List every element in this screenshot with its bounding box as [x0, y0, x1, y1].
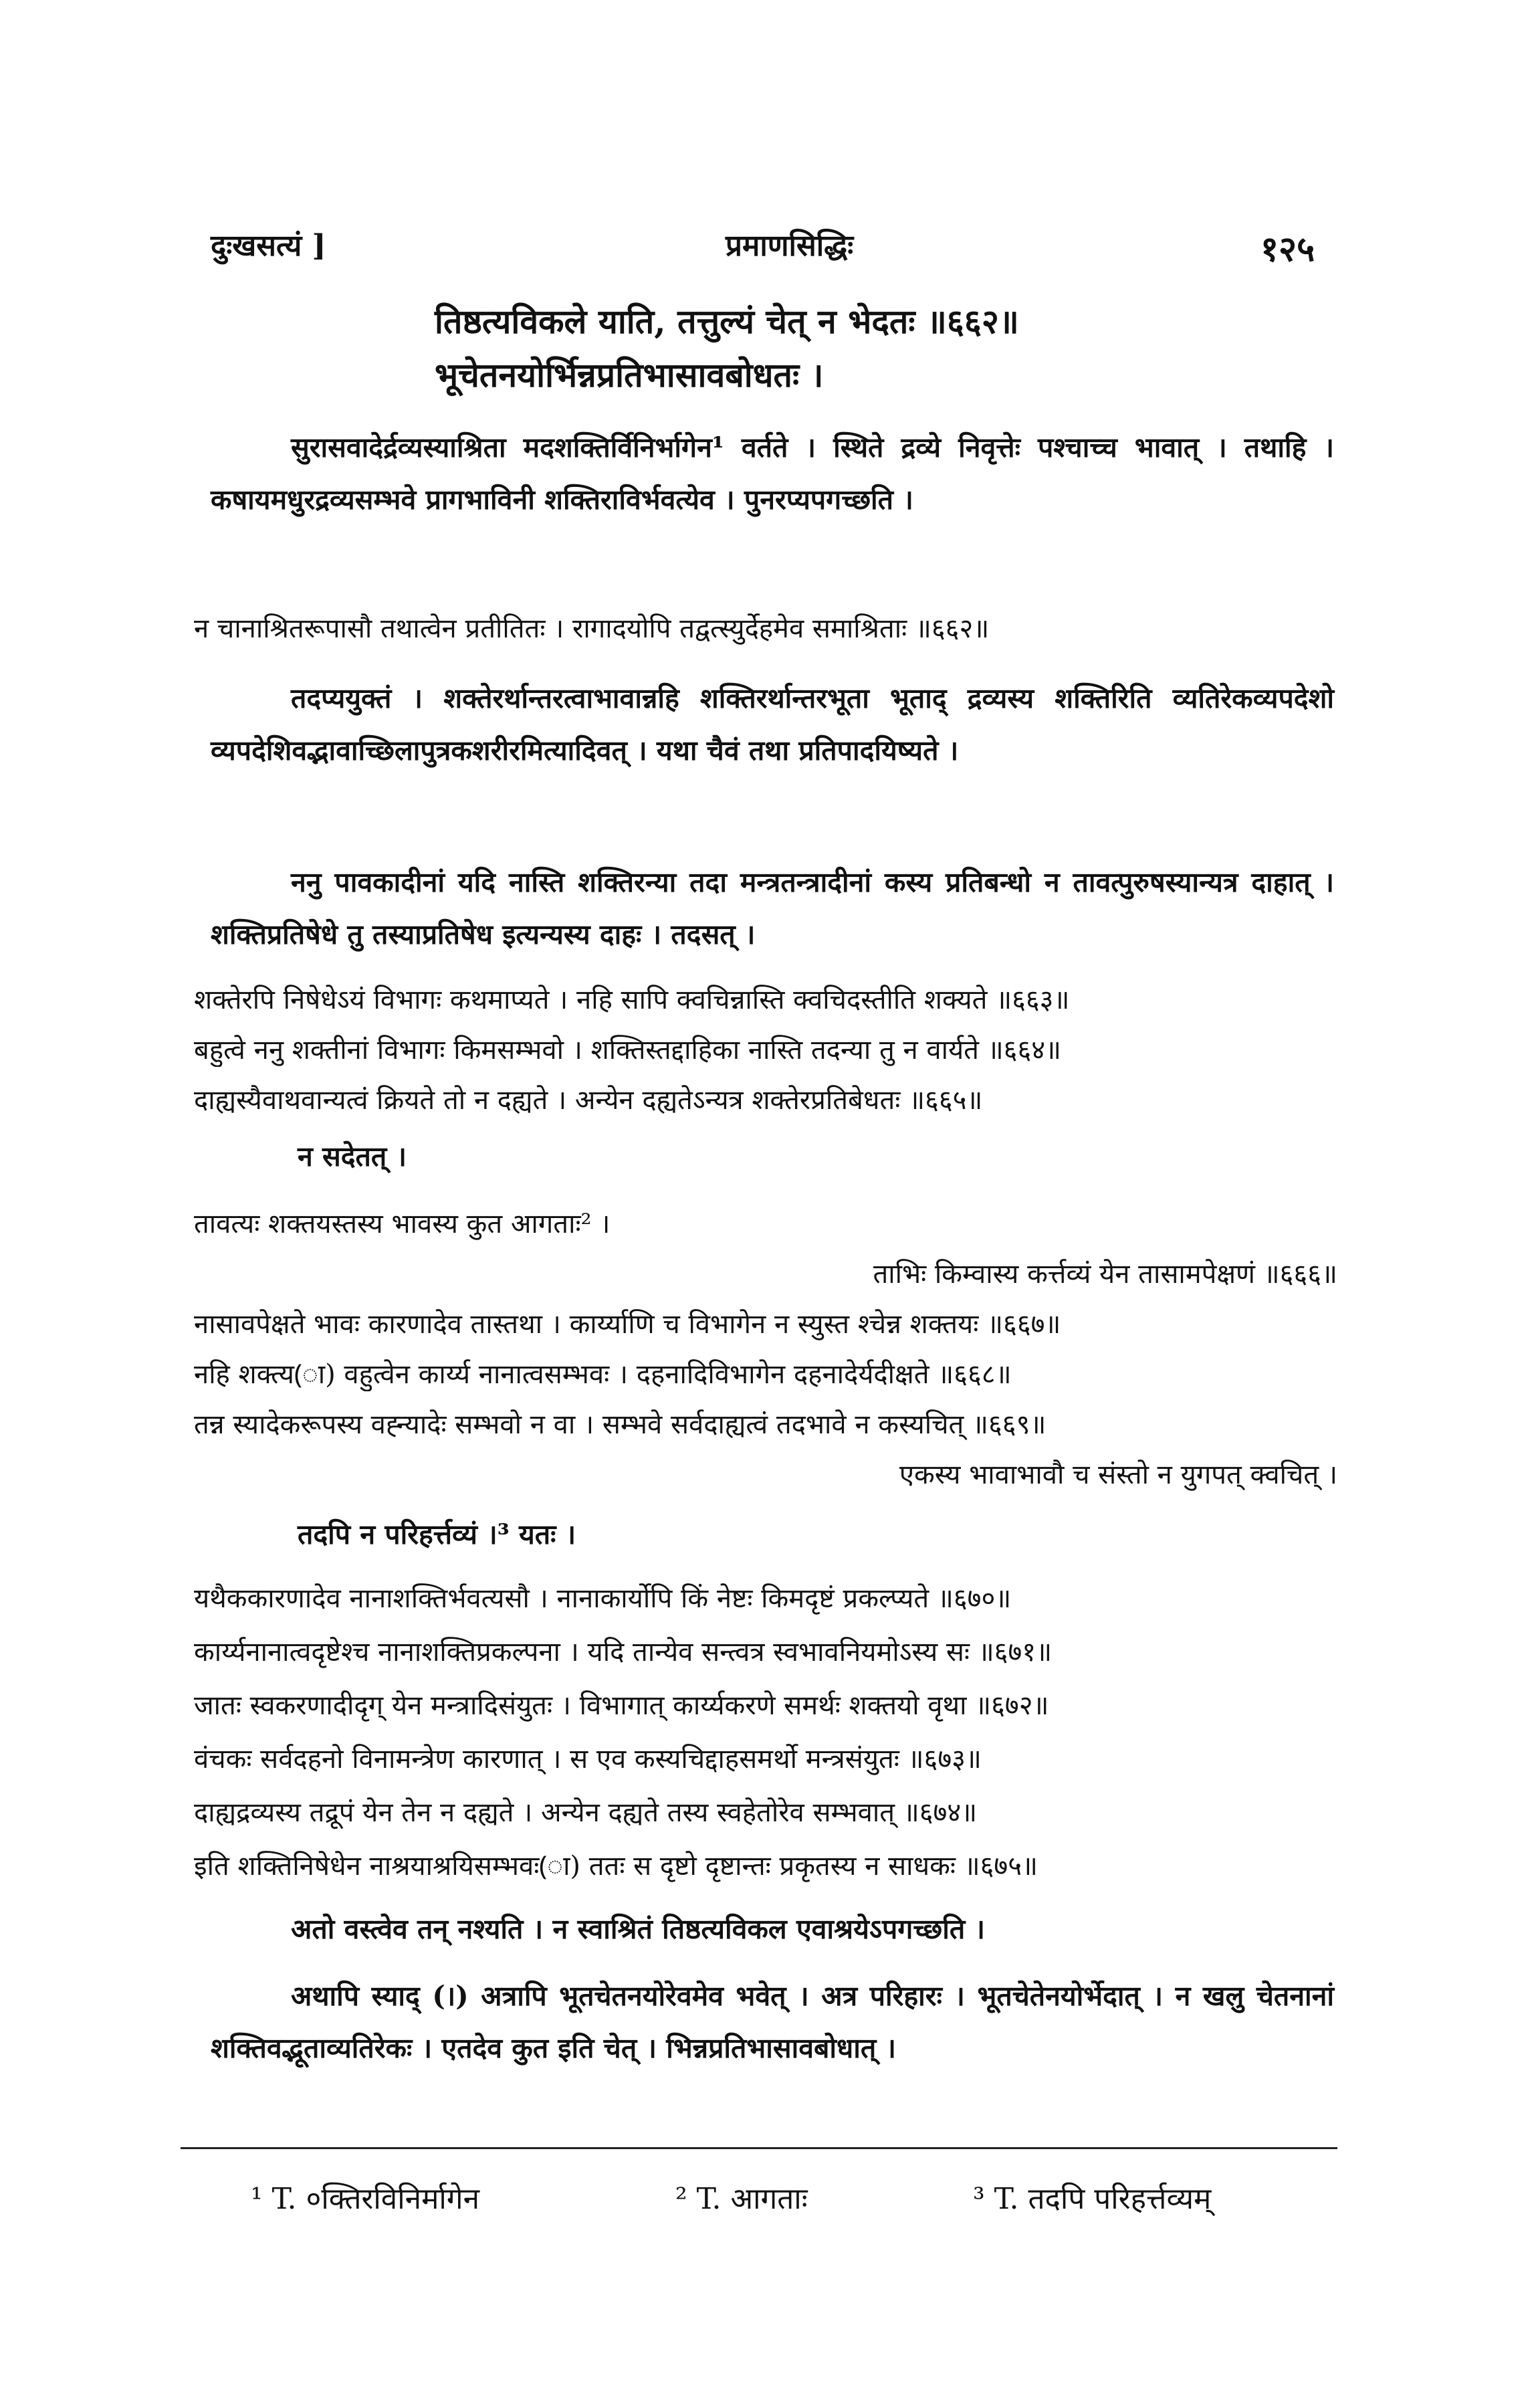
footnote: ¹ T. ०क्तिरविनिर्मागेन	[251, 2182, 479, 2216]
verse-heading-line-2: भूचेतनयोर्भिन्नप्रतिभासावबोधतः ।	[435, 355, 824, 395]
karika-verse: यथैककारणादेव नानाशक्तिर्भवत्यसौ । नानाकार्योपि किं नेष्टः किमदृष्टं प्रकल्प्यते ॥६७०॥	[194, 1583, 1012, 1614]
karika-verse: कार्य्यनानात्वदृष्टेश्च नानाशक्तिप्रकल्पना । यदि तान्येव सन्त्वत्र स्वभावनियमोऽस्य सः ॥६७१॥	[194, 1637, 1053, 1668]
page-number: १२५	[1260, 229, 1315, 270]
karika-verse: तन्न स्यादेकरूपस्य वह्न्यादेः सम्भवो न वा । सम्भवे सर्वदाह्यत्वं तदभावे न कस्यचित् ॥६६९॥	[194, 1409, 1047, 1440]
karika-verse: नासावपेक्षते भावः कारणादेव तास्तथा । कार्य्याणि च विभागेन न स्युस्त श्चेन्न शक्तयः ॥६६७॥	[194, 1309, 1061, 1340]
karika-verse: इति शक्तिनिषेधेन नाश्रयाश्रयिसम्भवः(ा) ततः स दृष्टो दृष्टान्तः प्रकृतस्य न साधकः ॥६७५॥	[194, 1851, 1038, 1882]
running-head-left: दुःखसत्यं ]	[211, 229, 326, 263]
karika-verse: शक्तेरपि निषेधेऽयं विभागः कथमाप्यते । नहि सापि क्वचिन्नास्ति क्वचिदस्तीति शक्यते ॥६६३॥	[194, 985, 1070, 1015]
karika-verse: दाह्यद्रव्यस्य तद्रूपं येन तेन न दह्यते । अन्येन दह्यते तस्य स्वहेतोरेव सम्भवात् ॥६७४॥	[194, 1797, 978, 1828]
karika-verse: ताभिः किम्वास्य कर्त्तव्यं येन तासामपेक्षणं ॥६६६॥	[873, 1259, 1337, 1290]
commentary-paragraph: अतो वस्त्वेव तन् नश्यति । न स्वाश्रितं तिष्ठत्यविकल एवाश्रयेऽपगच्छति ।	[291, 1913, 986, 1945]
karika-verse: नहि शक्त्य(ा) वहुत्वेन कार्य्य नानात्वसम्भवः । दहनादिविभागेन दहनादेर्यदीक्षते ॥६६८॥	[194, 1359, 1012, 1390]
commentary-paragraph: सुरासवादेर्द्रव्यस्याश्रिता मदशक्तिर्विनिर्भागेन¹ वर्तते । स्थिते द्रव्ये निवृत्तेः पश्चाच्च भावात् । तथाहि । कषायमधुरद्रव्यसम्भवे प्रागभाविनी शक्तिराविर्भवत्येव । पुनरप्यपगच्छति ।	[211, 431, 1334, 516]
karika-verse: तावत्यः शक्तयस्तस्य भावस्य कुत आगताः² ।	[194, 1209, 611, 1239]
commentary-paragraph: तदप्ययुक्तं । शक्तेरर्थान्तरत्वाभावान्नहि शक्तिरर्थान्तरभूता भूताद् द्रव्यस्य शक्तिरिति व्यतिरेकव्यपदेशो व्यपदेशिवद्भावाच्छिलापुत्रकशरीरमित्यादिवत् । यथा चैवं तथा प्रतिपादयिष्यते ।	[211, 682, 1334, 767]
karika-verse: न चानाश्रितरूपासौ तथात्वेन प्रतीतितः । रागादयोपि तद्वत्स्युर्देहमेव समाश्रिताः ॥६६२॥	[194, 613, 990, 644]
karika-verse: एकस्य भावाभावौ च संस्तो न युगपत् क्वचित् ।	[899, 1460, 1337, 1490]
karika-verse: वंचकः सर्वदहनो विनामन्त्रेण कारणात् । स एव कस्यचिद्दाहसमर्थो मन्त्रसंयुतः ॥६७३॥	[194, 1744, 982, 1775]
running-head-title: प्रमाणसिद्धिः	[726, 229, 854, 263]
footnote: ² T. आगताः	[675, 2182, 808, 2216]
commentary-paragraph: ननु पावकादीनां यदि नास्ति शक्तिरन्या तदा मन्त्रतन्त्रादीनां कस्य प्रतिबन्धो न तावत्पुरुषस्यान्यत्र दाहात् । शक्तिप्रतिषेधे तु तस्याप्रतिषेध इत्यन्यस्य दाहः । तदसत् ।	[211, 866, 1334, 950]
commentary-paragraph: अथापि स्याद् (।) अत्रापि भूतचेतनयोरेवमेव भवेत् । अत्र परिहारः । भूतचेतेनयोर्भेदात् । न खलु चेतनानां शक्तिवद्भूताव्यतिरेकः । एतदेव कुत इति चेत् । भिन्नप्रतिभासावबोधात् ।	[211, 1980, 1334, 2064]
karika-verse: दाह्यस्यैवाथवान्यत्वं क्रियते तो न दह्यते । अन्येन दह्यतेऽन्यत्र शक्तेरप्रतिबेधतः ॥६६५॥	[194, 1085, 983, 1116]
footnote: ³ T. तदपि परिहर्त्तव्यम्	[973, 2182, 1212, 2216]
karika-verse: जातः स्वकरणादीदृग् येन मन्त्रादिसंयुतः । विभागात् कार्य्यकरणे समर्थः शक्तयो वृथा ॥६७२॥	[194, 1690, 1049, 1721]
karika-verse: बहुत्वे ननु शक्तीनां विभागः किमसम्भवो । शक्तिस्तद्दाहिका नास्ति तदन्या तु न वार्यते ॥६६४॥	[194, 1035, 1062, 1066]
transition-phrase: न सदेतत् ।	[298, 1140, 407, 1173]
verse-heading-line-1: तिष्ठत्यविकले याति, तत्तुल्यं चेत् न भेदतः ॥६६२॥	[435, 302, 1019, 341]
transition-phrase: तदपि न परिहर्त्तव्यं ।³ यतः ।	[298, 1518, 576, 1550]
footnote-separator	[181, 2147, 1337, 2149]
